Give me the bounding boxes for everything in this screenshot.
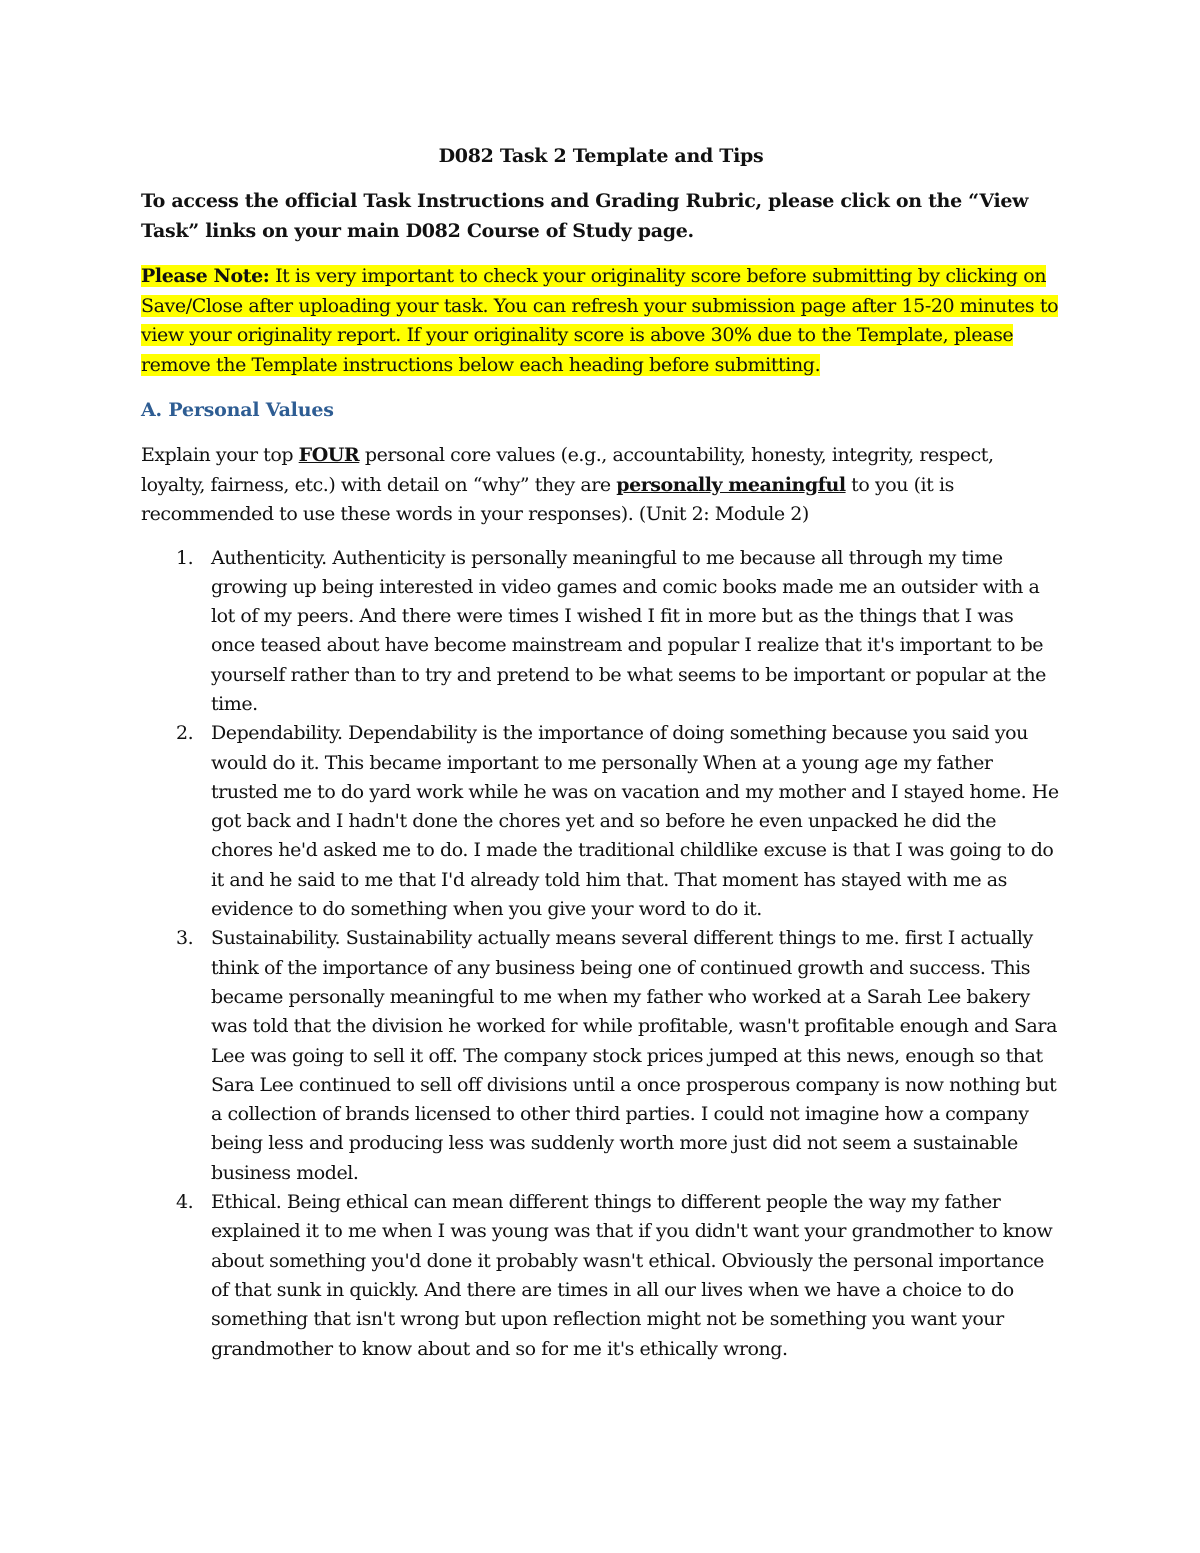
list-item-text: Authenticity. Authenticity is personally meaningful to me because all through my time growing up being interested in video games and comic books made me an outsider with a lot of my peers. And there were times I wished I fit in more but as the things that I was once teased about have become mainstream and popular I realize that it's important to be yourself rather than to try and pretend to be what seems to be important or popular at the time. xyxy=(211,546,1046,715)
list-item-number: 1. xyxy=(176,546,194,569)
intro-part-1: Explain your top xyxy=(141,444,299,466)
list-item-text: Sustainability. Sustainability actually means several different things to me. first I actually think of the importance of any business being one of continued growth and success. This became personally meaningful to me when my father who worked at a Sarah Lee bakery was told that the division he worked for while profitable, wasn't profitable enough and Sara Lee was going to sell it off. The company stock prices jumped at this news, enough so that Sara Lee continued to sell off divisions until a once prosperous company is now nothing but a collection of brands licensed to other third parties. I could not imagine how a company being less and producing less was suddenly worth more just did not seem a sustainable business model. xyxy=(211,927,1057,1184)
section-heading: A. Personal Values xyxy=(141,399,334,421)
originality-note xyxy=(141,262,1061,380)
list-item xyxy=(141,1188,1061,1364)
list-item xyxy=(141,719,1061,924)
section-intro xyxy=(141,441,1061,530)
intro-part-3: to you (it is recommended to use these words in your responses). (Unit 2: Module 2) xyxy=(141,473,954,525)
list-item-text: Dependability. Dependability is the importance of doing something because you said you would do it. This became important to me personally When at a young age my father trusted me to do yard work while he was on vacation and my mother and I stayed home. He got back and I hadn't done the chores yet and so before he even unpacked he did the chores he'd asked me to do. I made the traditional childlike excuse is that I was going to do it and he said to me that I'd already told him that. That moment has stayed with me as evidence to do something when you give your word to do it. xyxy=(211,722,1059,921)
list-item-number: 2. xyxy=(176,722,194,745)
list-item-number: 4. xyxy=(176,1191,194,1214)
values-list xyxy=(141,544,1061,1364)
intro-emphasis-four: FOUR xyxy=(298,444,360,466)
access-instructions: To access the official Task Instructions and Grading Rubric, please click on the “View Task” links on your main D082 Course of Study page. xyxy=(141,190,1029,242)
list-item-number: 3. xyxy=(176,927,194,950)
list-item-text: Ethical. Being ethical can mean different things to different people the way my father explained it to me when I was young was that if you didn't want your grandmother to know about something you'd done it probably wasn't ethical. Obviously the personal importance of that sunk in quickly. And there are times in all our lives when we have a choice to do something that isn't wrong but upon reflection might not be something you want your grandmother to know about and so for me it's ethically wrong. xyxy=(211,1191,1053,1360)
note-text: It is very important to check your originality score before submitting by clicking on Save/Close after uploading your task. You can refresh your submission page after 15-20 minutes to view your originality report. If your originality score is above 30% due to the Template, please remove the Template instructions below each heading before submitting. xyxy=(141,265,1059,376)
intro-part-2: personal core values (e.g., accountability, honesty, integrity, respect, loyalty, fairness, etc.) with detail on “why” they are xyxy=(141,444,994,496)
list-item xyxy=(141,924,1061,1188)
intro-emphasis-meaningful: personally meaningful xyxy=(616,473,846,496)
document-title: D082 Task 2 Template and Tips xyxy=(438,145,764,167)
list-item xyxy=(141,544,1061,720)
document-page xyxy=(141,142,1061,1364)
note-label: Please Note: xyxy=(141,265,270,287)
